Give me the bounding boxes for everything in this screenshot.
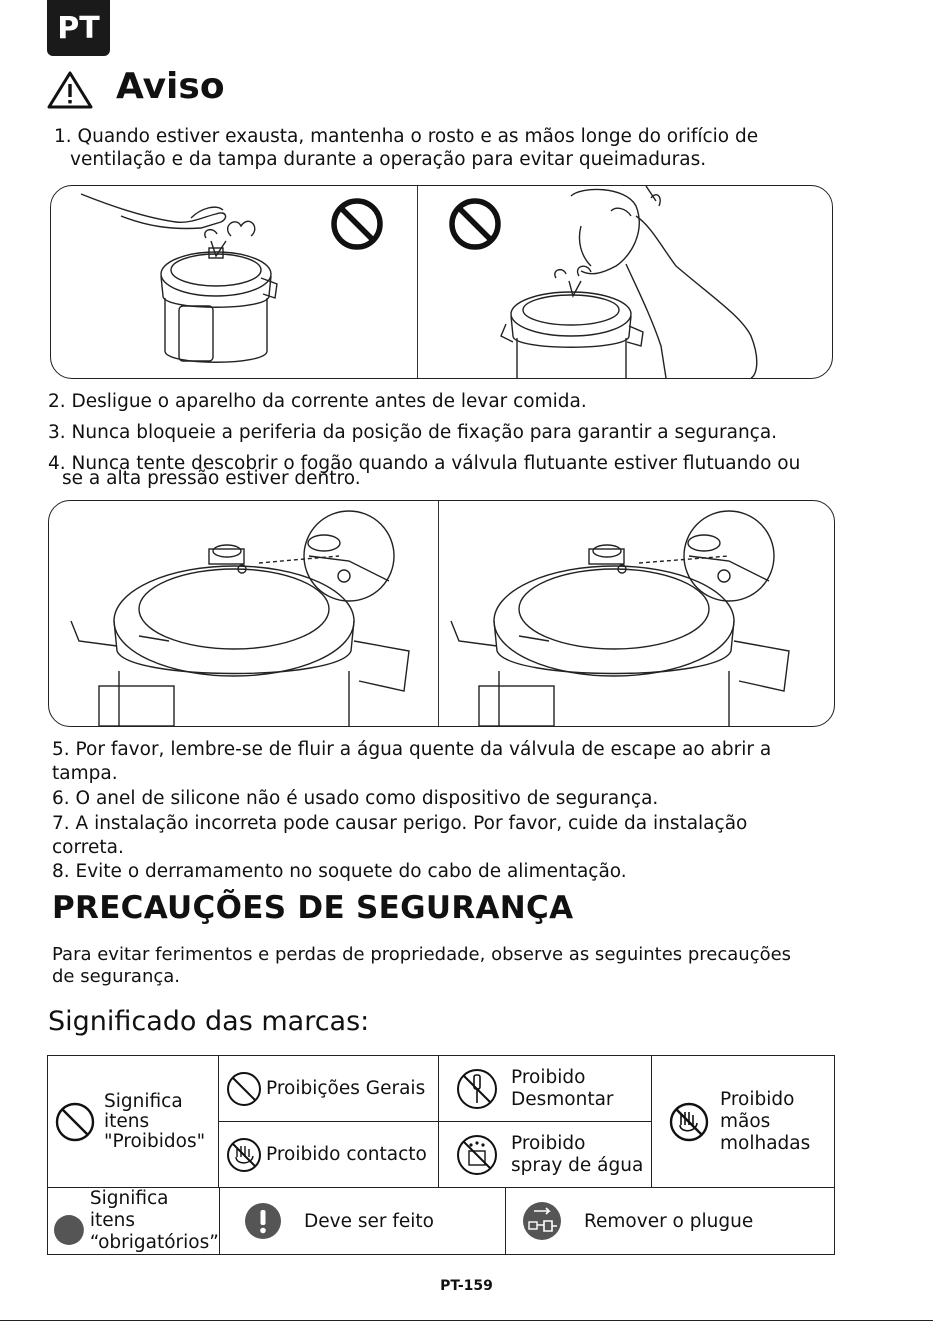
legend-disassemble: [439, 1056, 652, 1122]
legend-text: Remover o plugue: [584, 1210, 754, 1232]
warning-item-8: 8. Evite o derramamento no soquete do cabo de alimentação.: [52, 861, 627, 882]
figure-steam-illustration: [51, 186, 832, 378]
warning-triangle-icon: [46, 70, 94, 110]
legend-text: Proibições Gerais: [266, 1078, 426, 1099]
item-number: 1.: [54, 126, 72, 147]
legend-text: "Proibidos": [104, 1130, 206, 1152]
marks-legend-table: [47, 1055, 835, 1188]
page-number: PT-159: [440, 1278, 493, 1294]
legend-text: mãos: [720, 1110, 771, 1132]
legend-text: “obrigatórios”: [89, 1232, 219, 1253]
warning-item-6: 6. O anel de silicone não é usado como dispositivo de segurança.: [52, 788, 659, 809]
legend-text: itens: [104, 1110, 150, 1132]
warning-item-2: 2. Desligue o aparelho da corrente antes de levar comida.: [48, 391, 587, 412]
legend-prohibited: [48, 1056, 219, 1188]
legend-text: molhadas: [720, 1132, 811, 1154]
mandatory-dot-icon: [52, 1213, 86, 1247]
legend-text: Proibido contacto: [266, 1144, 427, 1165]
precautions-title: PRECAUÇÕES DE SEGURANÇA: [52, 890, 574, 926]
legend-text: Proibido: [511, 1132, 586, 1154]
legend-text: Significa: [104, 1090, 183, 1112]
legend-text: Proibido: [511, 1066, 586, 1088]
marks-legend-mandatory: [47, 1187, 835, 1255]
unplug-icon: [522, 1201, 562, 1241]
no-disassemble-icon: [455, 1067, 499, 1111]
legend-must: [220, 1188, 506, 1255]
legend-unplug: [506, 1188, 835, 1255]
legend-wet-hands: [652, 1056, 835, 1188]
no-contact-icon: [226, 1137, 262, 1173]
item-text: Quando estiver exausta, mantenha o rosto e as mãos longe do orifício de: [77, 126, 759, 147]
warning-item-4: 4. Nunca tente descobrir o fogão quando a válvula flutuante estiver flutuando ou: [48, 453, 801, 474]
legend-text: spray de água: [511, 1154, 644, 1176]
no-wet-hands-icon: [668, 1101, 710, 1143]
warning-item-1: [54, 126, 758, 148]
warning-item-7-cont: correta.: [52, 837, 124, 858]
figure-float-valve-illustration: [49, 501, 834, 726]
marks-title: Significado das marcas:: [48, 1006, 370, 1037]
figure-steam-warning: [50, 185, 833, 379]
intro-line-2: de segurança.: [52, 966, 180, 987]
language-tab: PT: [47, 0, 110, 56]
precautions-intro: [52, 944, 842, 988]
warning-item-5: 5. Por favor, lembre-se de fluir a água quente da válvula de escape ao abrir a: [52, 739, 772, 760]
no-water-spray-icon: [455, 1133, 499, 1177]
figure-float-valve: [48, 500, 835, 727]
legend-mandatory: [48, 1188, 220, 1255]
legend-text: Proibido: [720, 1088, 795, 1110]
general-prohibition-icon: [226, 1071, 262, 1107]
legend-general: [219, 1056, 439, 1122]
legend-text: Desmontar: [511, 1088, 614, 1110]
warning-item-1-cont: ventilação e da tampa durante a operação para evitar queimaduras.: [70, 149, 707, 170]
legend-text: Deve ser feito: [304, 1210, 434, 1232]
warning-item-5-cont: tampa.: [52, 763, 118, 784]
warning-item-3: 3. Nunca bloqueie a periferia da posição de fixação para garantir a segurança.: [48, 422, 778, 443]
legend-text: Significa itens: [89, 1188, 169, 1231]
warning-item-7: 7. A instalação incorreta pode causar perigo. Por favor, cuide da instalação: [52, 813, 748, 834]
warning-title: Aviso: [116, 66, 225, 107]
exclamation-icon: [244, 1202, 282, 1240]
legend-contact: [219, 1122, 439, 1188]
intro-line-1: Para evitar ferimentos e perdas de propriedade, observe as seguintes precauções: [52, 944, 792, 965]
prohibition-icon: [54, 1101, 96, 1143]
warning-item-4-cont: se a alta pressão estiver dentro.: [62, 468, 361, 489]
bottom-rule: [0, 1320, 933, 1321]
legend-water: [439, 1122, 652, 1188]
